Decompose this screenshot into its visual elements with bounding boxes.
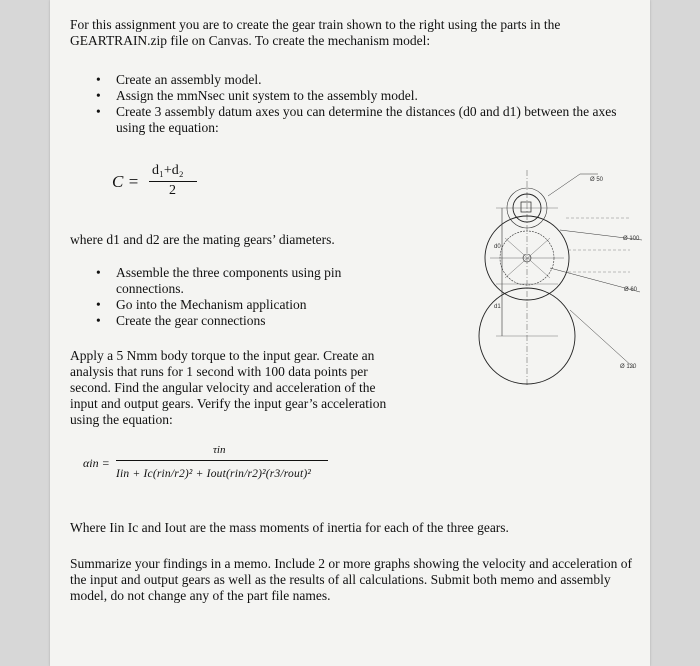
- list-item: • Assemble the three components using pin connections.: [70, 265, 390, 297]
- list-item: • Assign the mmNsec unit system to the assembly model.: [70, 88, 630, 104]
- equation-denominator: 2: [169, 183, 176, 198]
- equation-numerator: d₁+d₂: [152, 163, 184, 178]
- mechanism-steps-list: [70, 265, 390, 329]
- gear-train-drawing: [430, 160, 650, 390]
- intro-paragraph: For this assignment you are to create the gear train shown to the right using the parts in the GEARTRAIN.zip file on Canvas. To create the mechanism model:: [70, 17, 561, 48]
- setup-steps-list: [70, 72, 630, 136]
- document-page: [50, 0, 650, 666]
- center-distance-equation: [112, 160, 222, 210]
- equation-lhs: C =: [112, 172, 140, 191]
- label-d0: d0: [494, 244, 501, 250]
- leader-line: [570, 310, 634, 368]
- analysis-paragraph: Apply a 5 Nmm body torque to the input gear. Create an analysis that runs for 1 second with 100 data points per second. Find the angular velocity and acceleration of the input and output gears. Verify the input gear’s acceleration using the equation:: [70, 348, 387, 427]
- equation-numerator: τin: [213, 444, 226, 456]
- diameters-note: where d1 and d2 are the mating gears’ diameters.: [70, 232, 335, 247]
- label-d120: Ø 120: [620, 364, 637, 370]
- label-d50: Ø 50: [590, 177, 604, 183]
- gear-key-icon: [521, 202, 531, 212]
- label-d1: d1: [494, 304, 501, 310]
- acceleration-equation: [78, 440, 338, 498]
- fraction-bar: [116, 460, 328, 461]
- list-item: • Go into the Mechanism application: [70, 297, 390, 313]
- list-item: • Create the gear connections: [70, 313, 390, 329]
- label-d100: Ø 100: [623, 236, 640, 242]
- label-d60: Ø 60: [624, 287, 638, 293]
- equation-denominator: Iin + Ic(rin/r2)² + Iout(rin/r2)²(r3/rout)²: [116, 468, 312, 480]
- inertia-note: Where Iin Ic and Iout are the mass moments of inertia for each of the three gears.: [70, 520, 509, 535]
- list-item: • Create an assembly model.: [70, 72, 630, 88]
- equation-lhs: αin =: [83, 456, 110, 470]
- list-item: • Create 3 assembly datum axes you can determine the distances (d0 and d1) between the axes using the equation:: [70, 104, 630, 136]
- fraction-bar: [149, 181, 197, 182]
- summary-paragraph: Summarize your findings in a memo. Include 2 or more graphs showing the velocity and acceleration of the input and output gears as well as the results of all calculations. Submit both memo and assembly model, do not change any of the part file names.: [70, 556, 632, 603]
